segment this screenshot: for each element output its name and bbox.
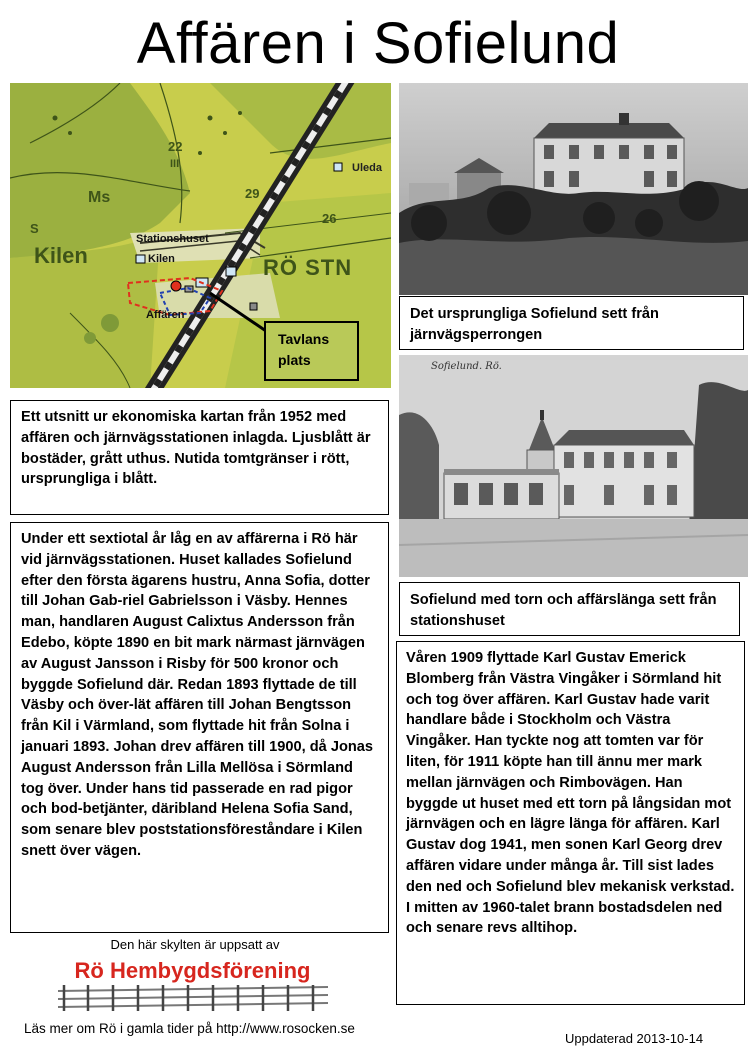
map-label-kilen-big: Kilen: [34, 243, 88, 268]
svg-text:29: 29: [245, 186, 260, 201]
sign-text: Den här skylten är uppsatt av: [110, 937, 280, 952]
map-caption-text: Ett utsnitt ur ekonomiska kartan från 1952 med affären och järnvägsstationen inlagda. Ljusblått är bostäder, grått uthus. Nutida tomtgränser i rött, ursprungliga i blått.: [21, 409, 371, 488]
updated-date: Uppdaterad 2013-10-14: [565, 1031, 704, 1046]
map-label-uleda: Uleda: [352, 162, 382, 174]
economic-map: [10, 83, 391, 388]
photo-original-sofielund: [399, 83, 748, 295]
tavlans-line1: Tavlans: [278, 331, 330, 347]
fence-logo: [58, 983, 328, 1013]
page-title: Affären i Sofielund: [136, 11, 620, 76]
map-label-affaren: Affären: [146, 309, 185, 321]
tavlans-plats-label: [264, 321, 359, 381]
history-right-box: [396, 641, 745, 1005]
photo2-caption-text: Sofielund med torn och affärslänga sett från stationshuset: [410, 592, 717, 629]
map-caption: [10, 400, 389, 515]
svg-text:S: S: [30, 221, 39, 236]
read-more-link-text: Läs mer om Rö i gamla tider på http://www.rosocken.se: [24, 1021, 355, 1036]
photo1-caption: [399, 296, 744, 350]
history-left-box: [10, 522, 389, 933]
map-label-ms: Ms: [88, 189, 111, 206]
svg-text:22: 22: [168, 139, 183, 154]
svg-text:26: 26: [322, 211, 337, 226]
history-left-text: Under ett sextiotal år låg en av affärerna i Rö här vid järnvägsstationen. Huset kallades Sofielund efter den första ägarens hustru, Anna Sofia, dotter till Johan Gab-riel Gabrielsson i Väsby. Hennes man, handlaren August Calixtus Andersson från Edebo, köpte 1890 en bit mark närmast järnvägen av August Jansson i Risby för 500 kronor och byggde Sofielund där. Redan 1893 flyttade de till Väsby och över-lät affären till Johan Bengtsson från Kil i Värmland, som flyttade hit från Solna i januari 1893. Johan drev affären till 1900, då Jonas August Andersson från Lilla Mellösa i Sörmland tog över. Under hans tid passerade en rad pigor och bod-betjänter, däribland Helena Sofia Sand, som senare blev poststationsföreståndare i Kilen snett över vägen.: [21, 531, 374, 859]
org-name: Rö Hembygdsförening: [74, 958, 311, 983]
svg-text:III: III: [170, 158, 180, 170]
history-right-text: Våren 1909 flyttade Karl Gustav Emerick Blomberg från Västra Vingåker i Sörmland hit och tog över affären. Karl Gustav hade varit handlare både i Stockholm och Västra Vingåker. Han tyckte nog att tomten var för liten, för 1911 köpte han till ännu mer mark mellan järnvägen och Rimbovägen. Han byggde ut huset med ett torn på långsidan mot järnvägen och en lägre länga för affären. Karl Gustav dog 1941, men sonen Karl Georg drev affären vidare under många år. Till sist lades den ned och Sofielund blev mekanisk verkstad. I mitten av 1960-talet brann bostadsdelen ned och senare revs alltihop.: [406, 650, 735, 937]
map-label-ro-stn: RÖ STN: [263, 255, 353, 280]
photo2-handwritten-label: Sofielund. Rö.: [431, 361, 502, 372]
map-label-stationshuset: Stationshuset: [136, 233, 209, 245]
photo2-caption: [399, 582, 740, 636]
photo1-caption-text: Det ursprungliga Sofielund sett från järnvägsperrongen: [410, 306, 659, 343]
tavlans-line2: plats: [278, 352, 311, 368]
map-label-kilen: Kilen: [148, 253, 175, 265]
photo-sofielund-tower: [399, 355, 748, 577]
